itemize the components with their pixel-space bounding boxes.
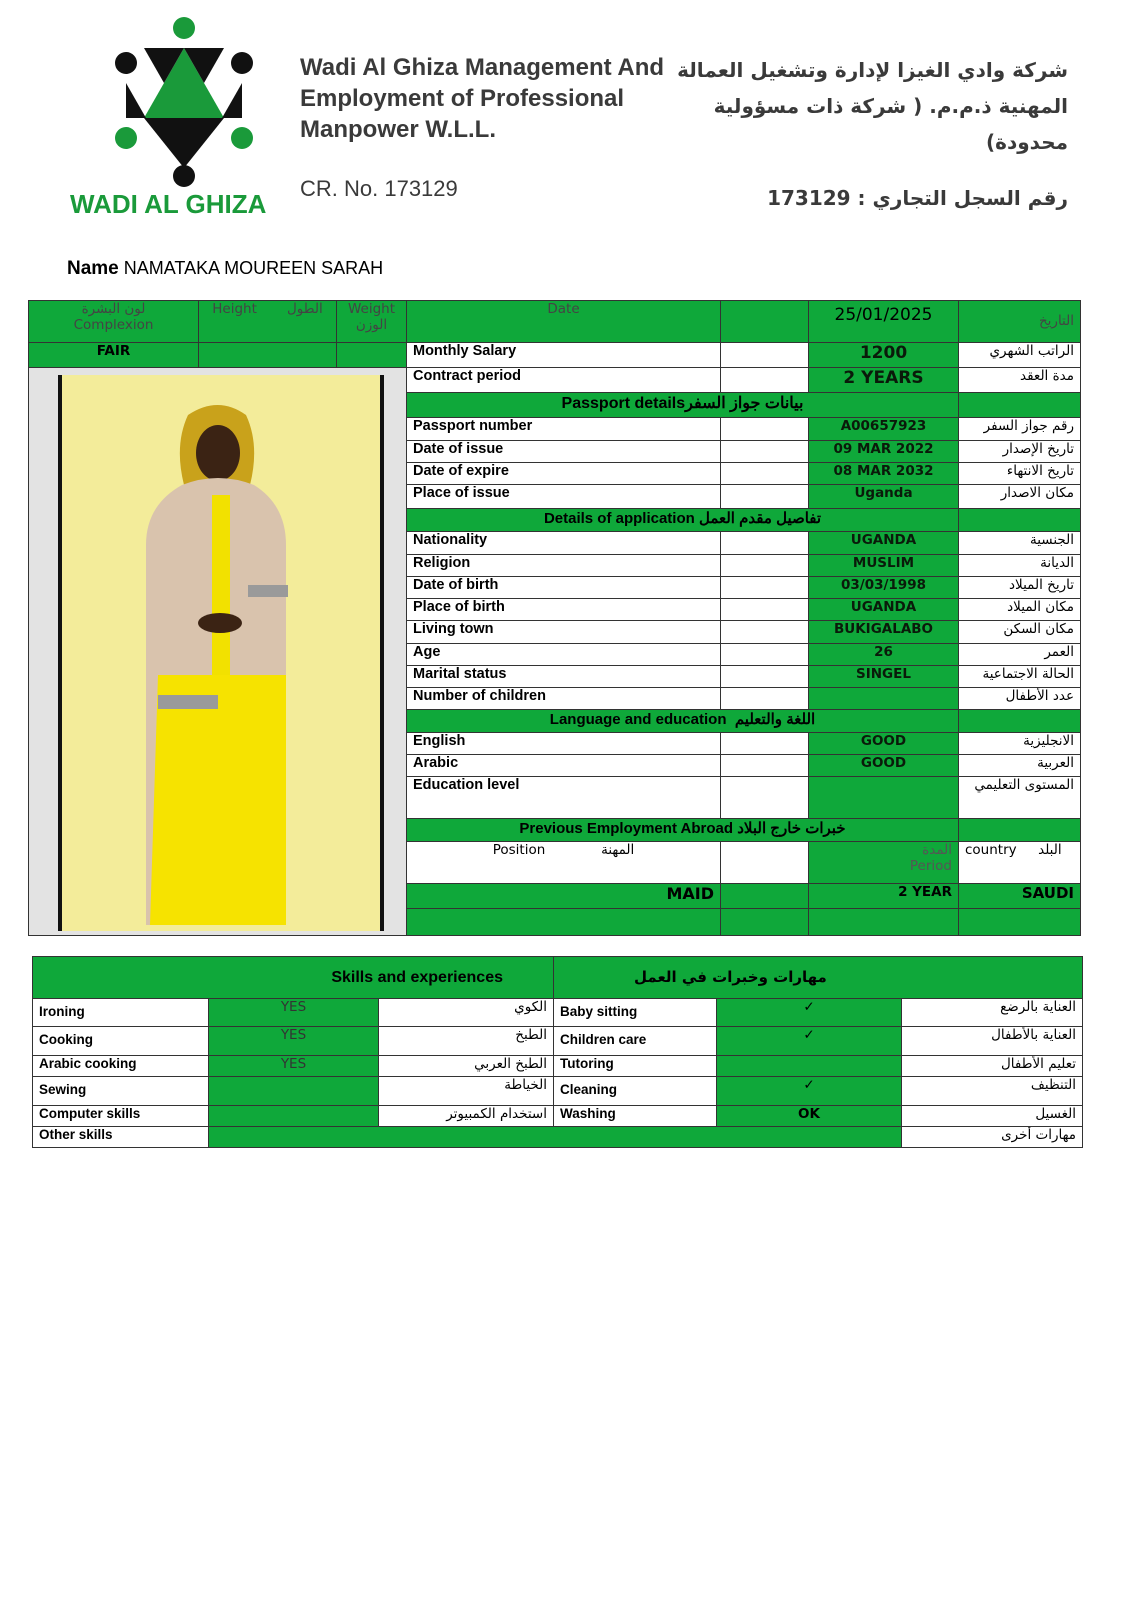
passport-row-ar: تاريخ الانتهاء [959,463,1081,485]
position-header [407,842,721,884]
empty-cell [959,509,1081,532]
language-row-value: GOOD [809,755,959,777]
complexion-ar: لون البشرة [81,301,146,317]
empty-cell [721,343,809,368]
salary-label: Monthly Salary [407,343,721,368]
application-row-label: Date of birth [407,577,721,599]
skill-label: Ironing [33,999,209,1027]
skill-ar: العناية بالأطفال [902,1027,1083,1056]
empty-cell [721,368,809,393]
cr-number-ar: رقم السجل التجاري : 173129 [767,186,1068,210]
skill-ar: تعليم الأطفال [902,1056,1083,1077]
application-row-label: Age [407,644,721,666]
position-ar: المهنة [601,842,635,858]
language-row-value [809,777,959,819]
application-row-value [809,688,959,710]
complexion-value: FAIR [29,343,199,368]
other-skills-label: Other skills [33,1127,209,1148]
logo-wordmark: WADI AL GHIZA [70,189,267,219]
contract-period-value: 2 YEARS [809,368,959,393]
empty-cell [721,777,809,819]
person-figure-icon [62,375,380,931]
empty-cell [721,441,809,463]
application-section-header [407,509,959,532]
passport-row-label: Date of expire [407,463,721,485]
application-row-value: 26 [809,644,959,666]
application-row-label: Nationality [407,532,721,555]
date-ar: التاريخ [959,301,1081,343]
application-row-value: SINGEL [809,666,959,688]
skill-value: YES [209,999,379,1027]
other-skills-value [209,1127,902,1148]
section-en: Passport details [561,395,686,412]
employment-position-value: MAID [407,884,721,909]
empty-cell [721,733,809,755]
skill-value: YES [209,1056,379,1077]
country-ar: البلد [1038,842,1062,858]
skill-ar: التنظيف [902,1077,1083,1106]
skill-ar: الكوي [379,999,554,1027]
empty-cell [721,884,809,909]
company-logo [66,8,306,228]
weight-value [337,343,407,368]
complexion-en: Complexion [73,317,154,333]
empty-cell [721,644,809,666]
empty-cell [721,755,809,777]
candidate-photo [58,375,384,931]
empty-cell [721,599,809,621]
skill-value [717,1056,902,1077]
employment-section-header [407,819,959,842]
passport-row-label: Place of issue [407,485,721,509]
passport-row-label: Date of issue [407,441,721,463]
empty-cell [721,301,809,343]
passport-row-label: Passport number [407,418,721,441]
company-name-ar-line: المهنية ذ.م.م. ( شركة ذات مسؤولية [713,94,1068,118]
check-icon: ✓ [717,1027,902,1056]
employment-period-value: 2 YEAR [809,884,959,909]
position-en: Position [492,842,546,858]
period-header [809,842,959,884]
application-row-label: Religion [407,555,721,577]
application-row-label: Living town [407,621,721,644]
skills-title-en: Skills and experiences [33,957,554,999]
passport-row-value: Uganda [809,485,959,509]
empty-cell [721,555,809,577]
skill-value [209,1106,379,1127]
application-row-value: MUSLIM [809,555,959,577]
skill-value: OK [717,1106,902,1127]
complexion-header [29,301,199,343]
empty-cell [721,532,809,555]
section-en: Previous Employment Abroad [519,820,734,837]
skill-ar: الطبخ [379,1027,554,1056]
language-section-header [407,710,959,733]
skill-label: Cooking [33,1027,209,1056]
height-ar: الطول [286,301,323,317]
empty-cell [721,621,809,644]
passport-row-value: 09 MAR 2022 [809,441,959,463]
skill-ar: الطبخ العربي [379,1056,554,1077]
section-ar: اللغة والتعليم [734,711,816,728]
weight-header [337,301,407,343]
empty-cell [959,819,1081,842]
passport-row-value: A00657923 [809,418,959,441]
application-row-value: 03/03/1998 [809,577,959,599]
other-skills-ar: مهارات أخرى [902,1127,1083,1148]
language-row-ar: المستوى التعليمي [959,777,1081,819]
company-name-ar [668,52,1068,160]
employment-country-value: SAUDI [959,884,1081,909]
section-ar: تفاصيل مقدم العمل [698,510,822,527]
passport-row-ar: تاريخ الإصدار [959,441,1081,463]
empty-cell [721,909,809,936]
language-row-label: Arabic [407,755,721,777]
empty-cell [721,577,809,599]
application-row-label: Place of birth [407,599,721,621]
skill-ar: الخياطة [379,1077,554,1106]
application-row-value: UGANDA [809,532,959,555]
date-label: Date [407,301,721,343]
skill-ar: العناية بالرضع [902,999,1083,1027]
application-row-ar: تاريخ الميلاد [959,577,1081,599]
salary-value: 1200 [809,343,959,368]
empty-cell [959,393,1081,418]
empty-cell [721,666,809,688]
period-ar: المدة [922,842,952,858]
cv-main-table [28,300,1081,936]
salary-ar: الراتب الشهري [959,343,1081,368]
empty-cell [721,463,809,485]
empty-cell [721,842,809,884]
application-row-ar: العمر [959,644,1081,666]
cr-number-en: CR. No. 173129 [300,176,458,201]
section-en: Language and education [549,711,727,728]
skill-ar: استخدام الكمبيوتر [379,1106,554,1127]
height-en: Height [212,301,257,317]
language-row-ar: العربية [959,755,1081,777]
passport-section-header [407,393,959,418]
date-value: 25/01/2025 [809,301,959,343]
application-row-ar: مكان السكن [959,621,1081,644]
contract-period-ar: مدة العقد [959,368,1081,393]
skills-table [32,956,1083,1148]
name-value: NAMATAKA MOUREEN SARAH [123,258,384,278]
country-header [959,842,1081,884]
skill-label: Arabic cooking [33,1056,209,1077]
weight-ar: الوزن [355,317,388,333]
application-row-ar: عدد الأطفال [959,688,1081,710]
application-row-value: UGANDA [809,599,959,621]
company-name-line: Employment of Professional [300,85,625,112]
empty-cell [809,909,959,936]
section-en: Details of application [543,510,695,527]
section-ar: بيانات جواز السفر [685,395,804,412]
application-row-ar: مكان الميلاد [959,599,1081,621]
application-row-label: Number of children [407,688,721,710]
skill-value: YES [209,1027,379,1056]
passport-row-ar: رقم جواز السفر [959,418,1081,441]
name-label: Name [67,258,119,279]
passport-row-ar: مكان الاصدار [959,485,1081,509]
skill-label: Sewing [33,1077,209,1106]
check-icon: ✓ [717,1077,902,1106]
period-en: Period [909,858,952,874]
check-icon: ✓ [717,999,902,1027]
company-name-ar-line: محدودة) [986,130,1068,154]
skill-label: Computer skills [33,1106,209,1127]
empty-cell [721,418,809,441]
height-value [199,343,337,368]
application-row-ar: الجنسية [959,532,1081,555]
language-row-ar: الانجليزية [959,733,1081,755]
application-row-ar: الديانة [959,555,1081,577]
skill-value [209,1077,379,1106]
height-header [199,301,337,343]
empty-cell [721,688,809,710]
skills-title-ar: مهارات وخبرات في العمل [554,957,1083,999]
language-row-label: Education level [407,777,721,819]
photo-cell [29,368,407,936]
company-name-en [300,52,664,145]
company-name-line: Wadi Al Ghiza Management And [300,54,665,81]
application-row-value: BUKIGALABO [809,621,959,644]
contract-period-label: Contract period [407,368,721,393]
empty-cell [407,909,721,936]
company-name-line: Manpower W.L.L. [300,116,496,143]
application-row-label: Marital status [407,666,721,688]
language-row-label: English [407,733,721,755]
passport-row-value: 08 MAR 2032 [809,463,959,485]
empty-cell [721,485,809,509]
section-ar: خبرات خارج البلاد [737,820,846,837]
empty-cell [959,909,1081,936]
skill-ar: الغسيل [902,1106,1083,1127]
language-row-value: GOOD [809,733,959,755]
empty-cell [959,710,1081,733]
skill-label: Baby sitting [554,999,717,1027]
skill-label: Children care [554,1027,717,1056]
company-name-ar-line: شركة وادي الغيزا لإدارة وتشغيل العمالة [677,58,1068,82]
candidate-name-line [67,258,383,280]
country-en: country [965,842,1017,858]
skill-label: Washing [554,1106,717,1127]
skill-label: Tutoring [554,1056,717,1077]
skill-label: Cleaning [554,1077,717,1106]
application-row-ar: الحالة الاجتماعية [959,666,1081,688]
weight-en: Weight [347,301,396,317]
